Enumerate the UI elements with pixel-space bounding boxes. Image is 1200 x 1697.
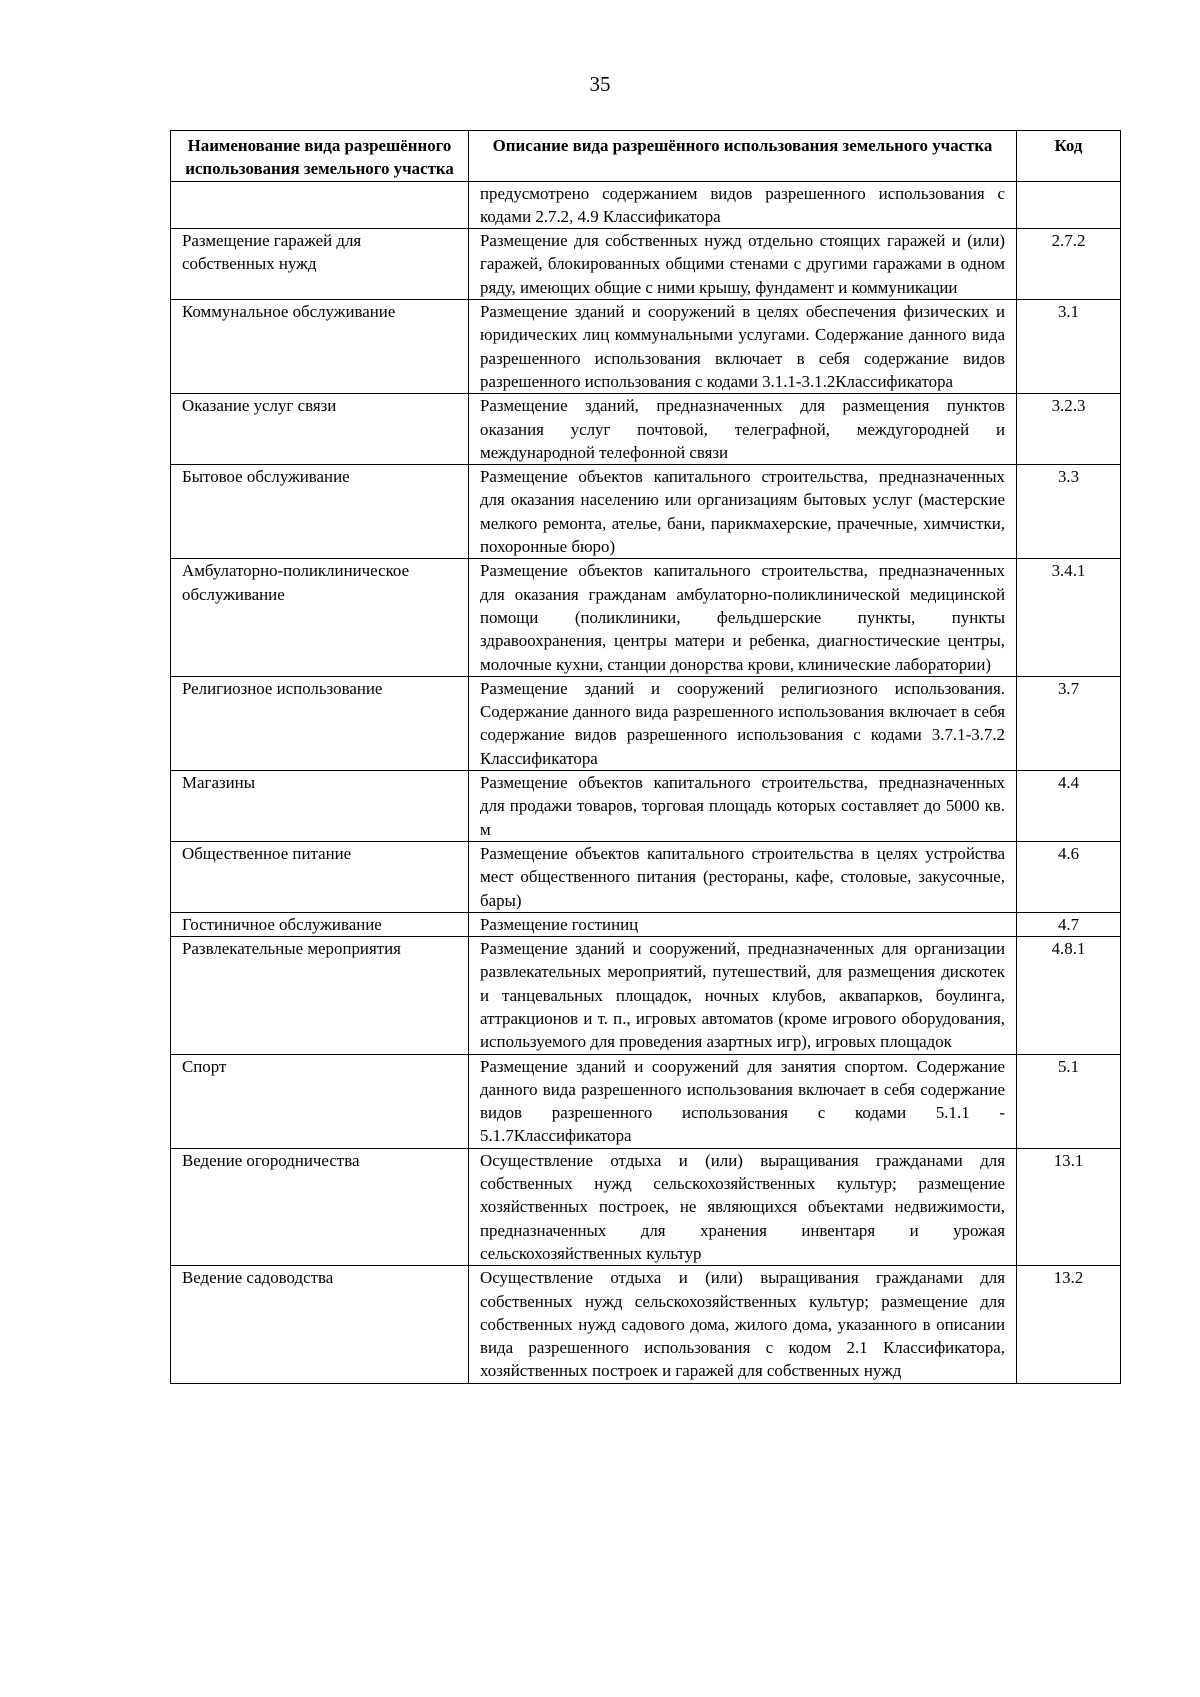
- table-row: [171, 394, 1121, 465]
- row-name: Бытовое обслуживание: [171, 465, 469, 559]
- header-description: Описание вида разрешённого использования земельного участка: [469, 131, 1017, 182]
- row-description: Размещение зданий и сооружений для занятия спортом. Содержание данного вида разрешенного использования включает в себя содержание видов разрешенного использования с кодами 5.1.1 - 5.1.7Классификатора: [469, 1054, 1017, 1148]
- row-name: Размещение гаражей для собственных нужд: [171, 229, 469, 300]
- row-name: [171, 181, 469, 229]
- row-code: 3.3: [1017, 465, 1121, 559]
- row-code: 3.4.1: [1017, 559, 1121, 676]
- row-code: [1017, 181, 1121, 229]
- row-description: Размещение зданий и сооружений в целях обеспечения физических и юридических лиц коммунальными услугами. Содержание данного вида разрешенного использования включает в себя содержание видов разрешенного использования с кодами 3.1.1-3.1.2Классификатора: [469, 300, 1017, 394]
- row-name: Спорт: [171, 1054, 469, 1148]
- row-description: Осуществление отдыха и (или) выращивания гражданами для собственных нужд сельскохозяйственных культур; размещение хозяйственных построек, не являющихся объектами недвижимости, предназначенных для хранения инвентаря и урожая сельскохозяйственных культур: [469, 1148, 1017, 1265]
- row-description: Размещение объектов капитального строительства в целях устройства мест общественного питания (рестораны, кафе, столовые, закусочные, бары): [469, 841, 1017, 912]
- table-row: [171, 771, 1121, 842]
- header-name: Наименование вида разрешённого использования земельного участка: [171, 131, 469, 182]
- table-row: [171, 465, 1121, 559]
- table-row: [171, 841, 1121, 912]
- row-code: 13.1: [1017, 1148, 1121, 1265]
- row-description: Размещение зданий и сооружений, предназначенных для организации развлекательных мероприятий, путешествий, для размещения дискотек и танцевальных площадок, ночных клубов, аквапарков, боулинга, аттракционов и т. п., игровых автоматов (кроме игрового оборудования, используемого для проведения азартных игр), игровых площадок: [469, 937, 1017, 1054]
- row-code: 4.4: [1017, 771, 1121, 842]
- row-description: Осуществление отдыха и (или) выращивания гражданами для собственных нужд сельскохозяйственных культур; размещение для собственных нужд садового дома, жилого дома, указанного в описании вида разрешенного использования с кодом 2.1 Классификатора, хозяйственных построек и гаражей для собственных нужд: [469, 1266, 1017, 1383]
- row-code: 4.6: [1017, 841, 1121, 912]
- row-code: 4.8.1: [1017, 937, 1121, 1054]
- row-description: Размещение зданий и сооружений религиозного использования. Содержание данного вида разрешенного использования включает в себя содержание видов разрешенного использования с кодами 3.7.1-3.7.2 Классификатора: [469, 676, 1017, 770]
- row-name: Магазины: [171, 771, 469, 842]
- row-name: Амбулаторно-поликлиническое обслуживание: [171, 559, 469, 676]
- row-code: 3.7: [1017, 676, 1121, 770]
- row-name: Ведение садоводства: [171, 1266, 469, 1383]
- row-name: Ведение огородничества: [171, 1148, 469, 1265]
- row-description: Размещение гостиниц: [469, 912, 1017, 936]
- row-description: Размещение зданий, предназначенных для размещения пунктов оказания услуг почтовой, телеграфной, междугородней и международной телефонной связи: [469, 394, 1017, 465]
- row-code: 4.7: [1017, 912, 1121, 936]
- table-row: [171, 1054, 1121, 1148]
- table-row: [171, 676, 1121, 770]
- row-description: Размещение объектов капитального строительства, предназначенных для оказания гражданам амбулаторно-поликлинической медицинской помощи (поликлиники, фельдшерские пункты, пункты здравоохранения, центры матери и ребенка, диагностические центры, молочные кухни, станции донорства крови, клинические лаборатории): [469, 559, 1017, 676]
- table-row: [171, 559, 1121, 676]
- row-description: Размещение объектов капитального строительства, предназначенных для оказания населению или организациям бытовых услуг (мастерские мелкого ремонта, ателье, бани, парикмахерские, прачечные, химчистки, похоронные бюро): [469, 465, 1017, 559]
- table-row: [171, 300, 1121, 394]
- table-row: [171, 1266, 1121, 1383]
- row-name: Развлекательные мероприятия: [171, 937, 469, 1054]
- row-name: Оказание услуг связи: [171, 394, 469, 465]
- row-name: Коммунальное обслуживание: [171, 300, 469, 394]
- table-row: [171, 937, 1121, 1054]
- land-use-table: [170, 130, 1121, 1384]
- table-row: [171, 1148, 1121, 1265]
- table-row: [171, 181, 1121, 229]
- row-name: Общественное питание: [171, 841, 469, 912]
- table-row: [171, 229, 1121, 300]
- table-row: [171, 912, 1121, 936]
- table-header-row: [171, 131, 1121, 182]
- row-code: 13.2: [1017, 1266, 1121, 1383]
- row-description: Размещение объектов капитального строительства, предназначенных для продажи товаров, торговая площадь которых составляет до 5000 кв. м: [469, 771, 1017, 842]
- page-number: 35: [589, 72, 611, 96]
- row-name: Гостиничное обслуживание: [171, 912, 469, 936]
- row-code: 3.1: [1017, 300, 1121, 394]
- row-code: 3.2.3: [1017, 394, 1121, 465]
- row-code: 2.7.2: [1017, 229, 1121, 300]
- header-code: Код: [1017, 131, 1121, 182]
- row-description: Размещение для собственных нужд отдельно стоящих гаражей и (или) гаражей, блокированных общими стенами с другими гаражами в одном ряду, имеющих общие с ними крышу, фундамент и коммуникации: [469, 229, 1017, 300]
- row-code: 5.1: [1017, 1054, 1121, 1148]
- row-name: Религиозное использование: [171, 676, 469, 770]
- row-description: предусмотрено содержанием видов разрешенного использования с кодами 2.7.2, 4.9 Классификатора: [469, 181, 1017, 229]
